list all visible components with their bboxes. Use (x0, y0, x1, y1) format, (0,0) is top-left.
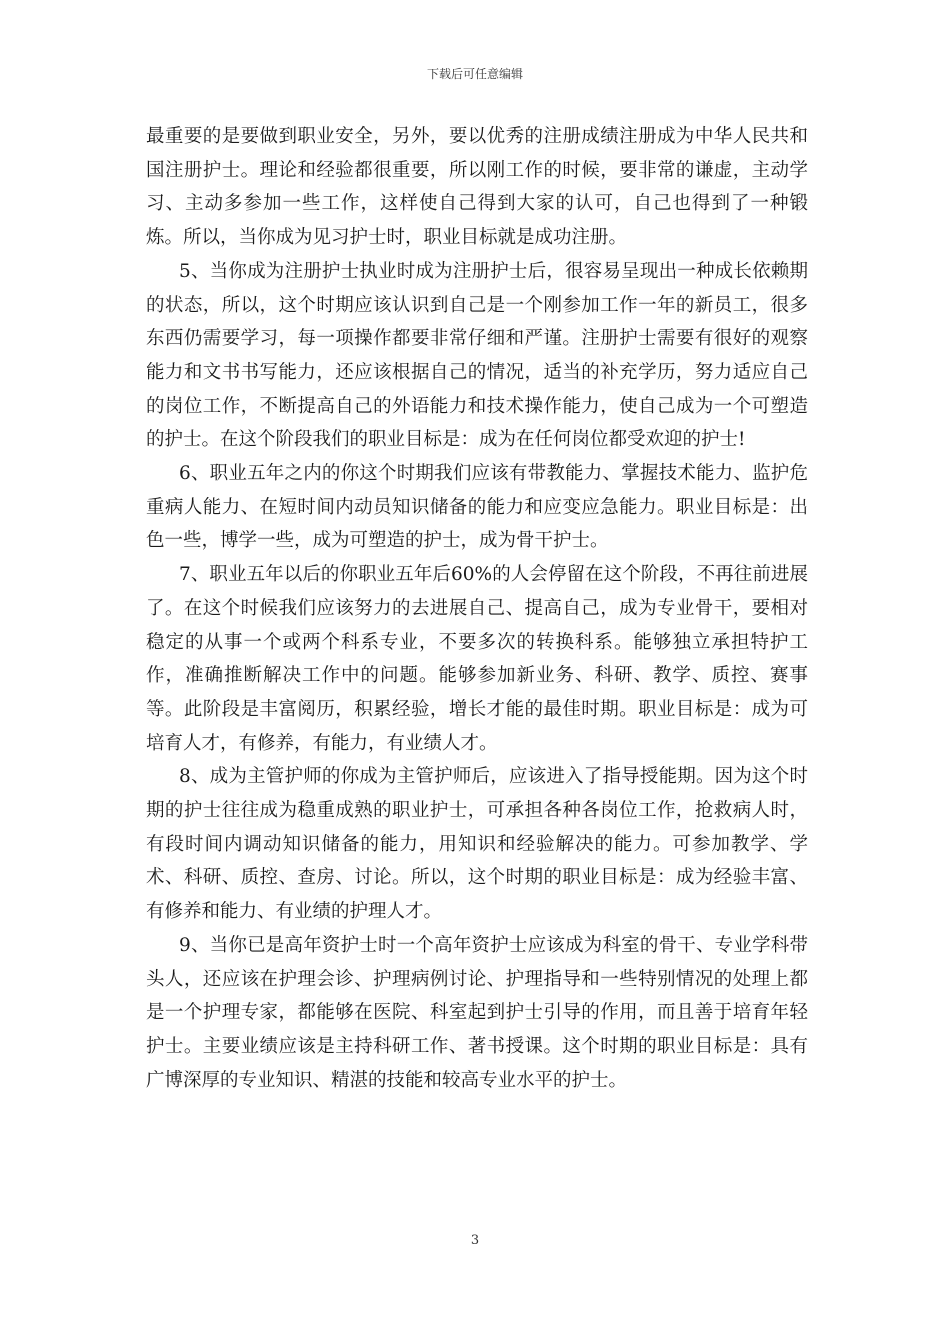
paragraph-item-5: 5、当你成为注册护士执业时成为注册护士后，很容易呈现出一种成长依赖期的状态，所以，这个时期应该认识到自己是一个刚参加工作一年的新员工，很多东西仍需要学习，每一项操作都要非常仔细和严谨。注册护士需要有很好的观察能力和文书书写能力，还应该根据自己的情况，适当的补充学历，努力适应自己的岗位工作，不断提高自己的外语能力和技术操作能力，使自己成为一个可塑造的护士。在这个阶段我们的职业目标是：成为在任何岗位都受欢迎的护士! (146, 260, 808, 451)
paragraph-item-8: 8、成为主管护师的你成为主管护师后，应该进入了指导授能期。因为这个时期的护士往往成为稳重成熟的职业护士，可承担各种各岗位工作，抢救病人时，有段时间内调动知识储备的能力，用知识和经验解决的能力。可参加教学、学术、科研、质控、查房、讨论。所以，这个时期的职业目标是：成为经验丰富、有修养和能力、有业绩的护理人才。 (146, 766, 808, 923)
page-number: 3 (470, 1233, 480, 1248)
paragraph-item-9: 9、当你已是高年资护士时一个高年资护士应该成为科室的骨干、专业学科带头人，还应该在护理会诊、护理病例讨论、护理指导和一些特别情况的处理上都是一个护理专家，都能够在医院、科室起到护士引导的作用，而且善于培育年轻护士。主要业绩应该是主持科研工作、著书授课。这个时期的职业目标是：具有广博深厚的专业知识、精湛的技能和较高专业水平的护士。 (146, 934, 808, 1091)
paragraph-item-6: 6、职业五年之内的你这个时期我们应该有带教能力、掌握技术能力、监护危重病人能力、在短时间内动员知识储备的能力和应变应急能力。职业目标是：出色一些，博学一些，成为可塑造的护士，成为骨干护士。 (146, 463, 808, 552)
paragraph-continuation: 最重要的是要做到职业安全，另外，要以优秀的注册成绩注册成为中华人民共和国注册护士。理论和经验都很重要，所以刚工作的时候，要非常的谦虚，主动学习、主动多参加一些工作，这样使自己得到大家的认可，自己也得到了一种锻炼。所以，当你成为见习护士时，职业目标就是成功注册。 (146, 126, 808, 249)
page-header-note: 下载后可任意编辑 (426, 67, 523, 81)
paragraph-item-7: 7、职业五年以后的你职业五年后60%的人会停留在这个阶段，不再往前进展了。在这个时候我们应该努力的去进展自己、提高自己，成为专业骨干，要相对稳定的从事一个或两个科系专业，不要多次的转换科系。能够独立承担特护工作，准确推断解决工作中的问题。能够参加新业务、科研、教学、质控、赛事等。此阶段是丰富阅历，积累经验，增长才能的最佳时期。职业目标是：成为可培育人才，有修养，有能力，有业绩人才。 (146, 564, 808, 754)
document-body (146, 120, 808, 1097)
